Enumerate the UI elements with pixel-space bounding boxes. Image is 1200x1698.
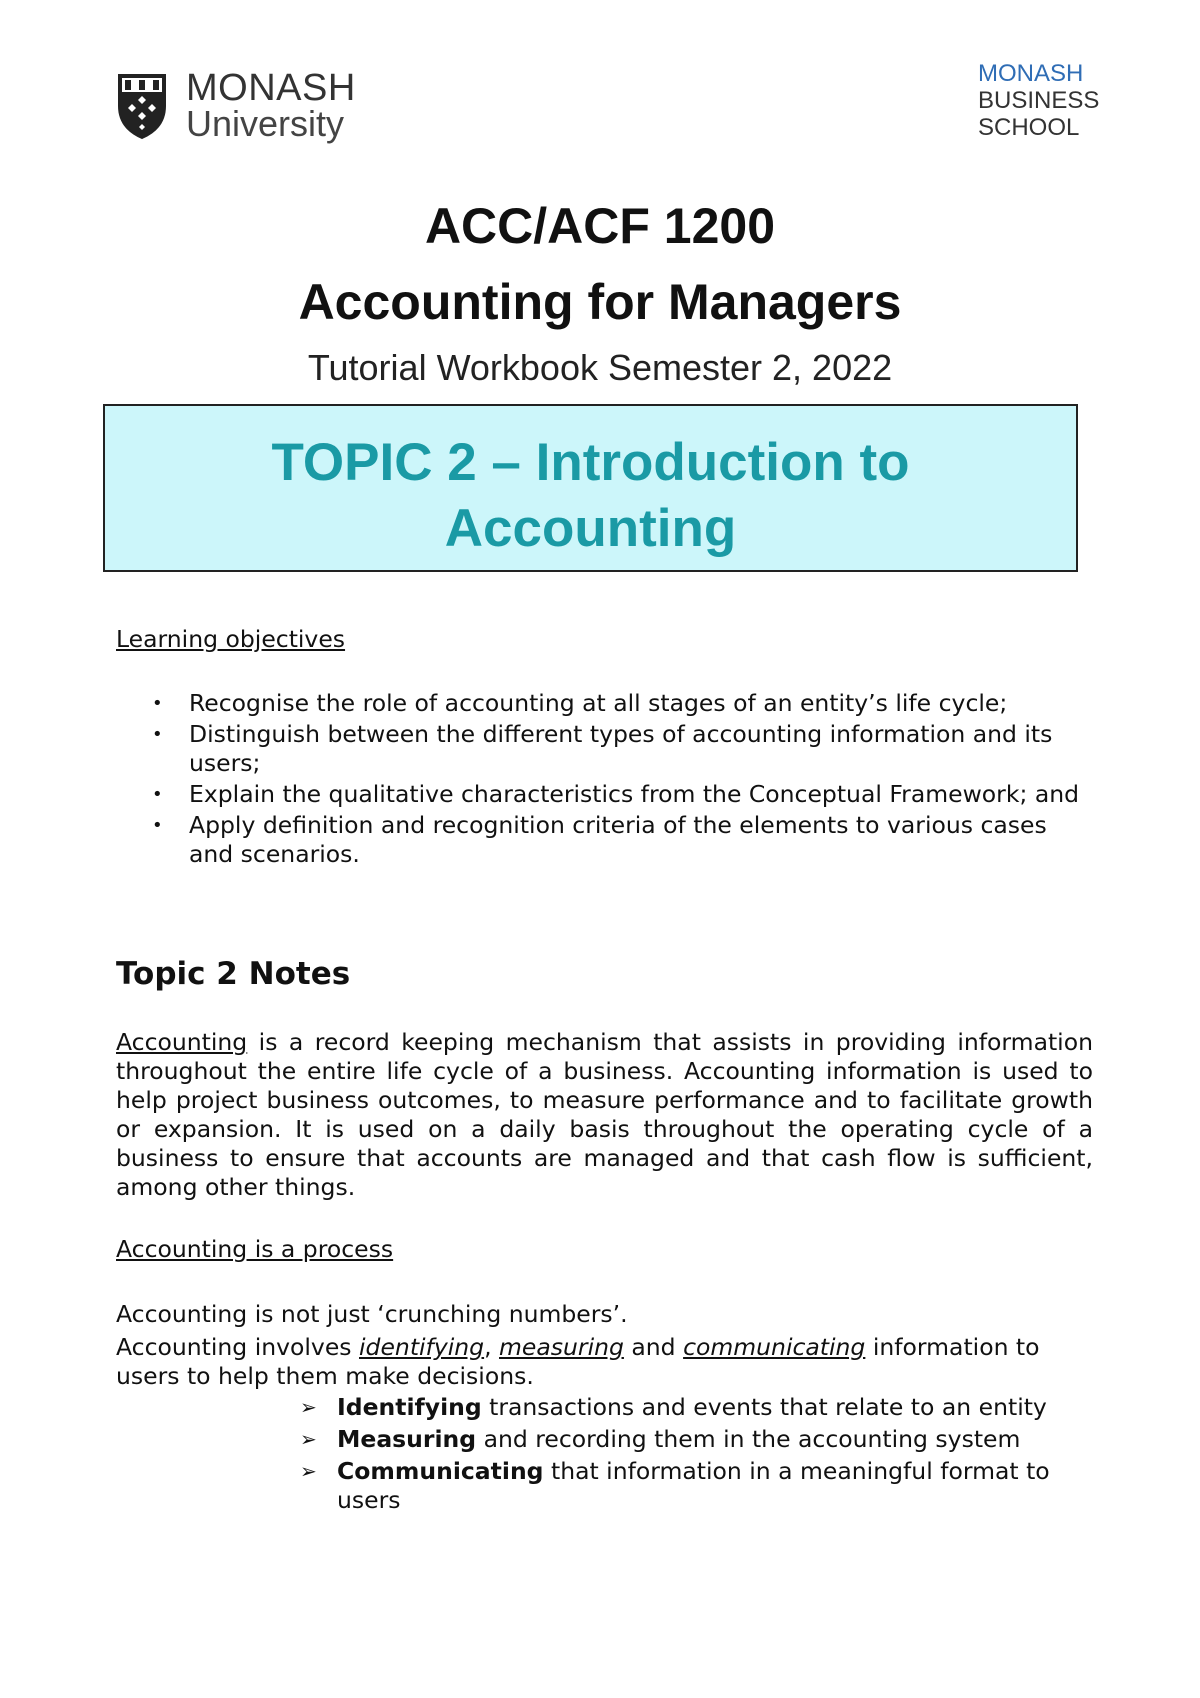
list-item: [116, 689, 1093, 718]
list-item: [300, 1425, 1090, 1454]
involves-text: Accounting involves: [116, 1333, 360, 1361]
topic-title: [105, 430, 1076, 562]
step-text: transactions and events that relate to an entity: [481, 1393, 1047, 1421]
business-school-line-3: SCHOOL: [978, 114, 1080, 141]
learning-objectives-list: [116, 689, 1093, 871]
workbook-subtitle: Tutorial Workbook Semester 2, 2022: [307, 347, 893, 388]
business-school-line-1: MONASH: [978, 60, 1084, 87]
arrow-bullet-icon: ➢: [300, 1459, 317, 1483]
involves-paragraph: [116, 1333, 1093, 1391]
paragraph-text: is a record keeping mechanism that assists in providing information throughout the entire life cycle of a business. Accounting information is used to help project business outcomes, to measure performance and to facilitate growth or expansion. It is used on a daily basis throughout the operating cycle of a business to ensure that accounts are managed and that cash flow is sufficient, among other things.: [116, 1028, 1093, 1201]
step-text: and recording them in the accounting system: [476, 1425, 1021, 1453]
separator-text: and: [623, 1333, 684, 1361]
list-item-text: Explain the qualitative characteristics from the Conceptual Framework; and: [189, 780, 1080, 808]
university-wordmark: University: [186, 103, 345, 144]
list-item: [116, 780, 1093, 809]
bullet-icon: •: [152, 784, 163, 805]
business-school-line-2: BUSINESS: [978, 87, 1100, 114]
measuring-term: measuring: [499, 1333, 624, 1361]
monash-university-logo: [116, 68, 366, 148]
bullet-icon: •: [152, 724, 163, 745]
separator-text: ,: [484, 1333, 500, 1361]
accounting-term: Accounting: [116, 1028, 248, 1056]
identifying-term: identifying: [359, 1333, 485, 1361]
list-item: [300, 1393, 1090, 1422]
arrow-bullet-icon: ➢: [300, 1427, 317, 1451]
involves-text: information to users to help them make decisions.: [116, 1333, 1040, 1390]
list-item-text: Apply definition and recognition criteria of the elements to various cases and scenarios.: [189, 811, 1047, 868]
step-keyword: Identifying: [337, 1393, 482, 1421]
list-item-text: Distinguish between the different types of accounting information and its users;: [189, 720, 1053, 777]
topic-banner: [103, 404, 1078, 572]
monash-wordmark: MONASH: [186, 67, 356, 109]
topic-title-line-2: Accounting: [444, 499, 737, 558]
process-steps-list: [300, 1393, 1090, 1518]
bullet-icon: •: [152, 693, 163, 714]
notes-heading: Topic 2 Notes: [116, 956, 351, 992]
course-code: ACC/ACF 1200: [424, 198, 776, 254]
list-item: [300, 1457, 1090, 1515]
not-crunching-text: Accounting is not just ‘crunching numbers’.: [116, 1300, 628, 1328]
step-text: that information in a meaningful format to users: [337, 1457, 1050, 1514]
step-keyword: Measuring: [337, 1425, 477, 1453]
step-keyword: Communicating: [337, 1457, 544, 1485]
business-school-logo: [978, 60, 1099, 141]
communicating-term: communicating: [683, 1333, 866, 1361]
list-item-text: Recognise the role of accounting at all stages of an entity’s life cycle;: [189, 689, 1008, 717]
learning-objectives-heading: Learning objectives: [116, 625, 346, 653]
list-item: [116, 720, 1093, 778]
arrow-bullet-icon: ➢: [300, 1395, 317, 1419]
list-item: [116, 811, 1093, 869]
topic-title-line-1: TOPIC 2 – Introduction to: [271, 433, 910, 492]
course-name: Accounting for Managers: [298, 274, 902, 330]
process-heading: Accounting is a process: [116, 1235, 394, 1263]
bullet-icon: •: [152, 815, 163, 836]
monash-crest-icon: [116, 72, 168, 140]
accounting-definition-paragraph: [116, 1028, 1093, 1202]
